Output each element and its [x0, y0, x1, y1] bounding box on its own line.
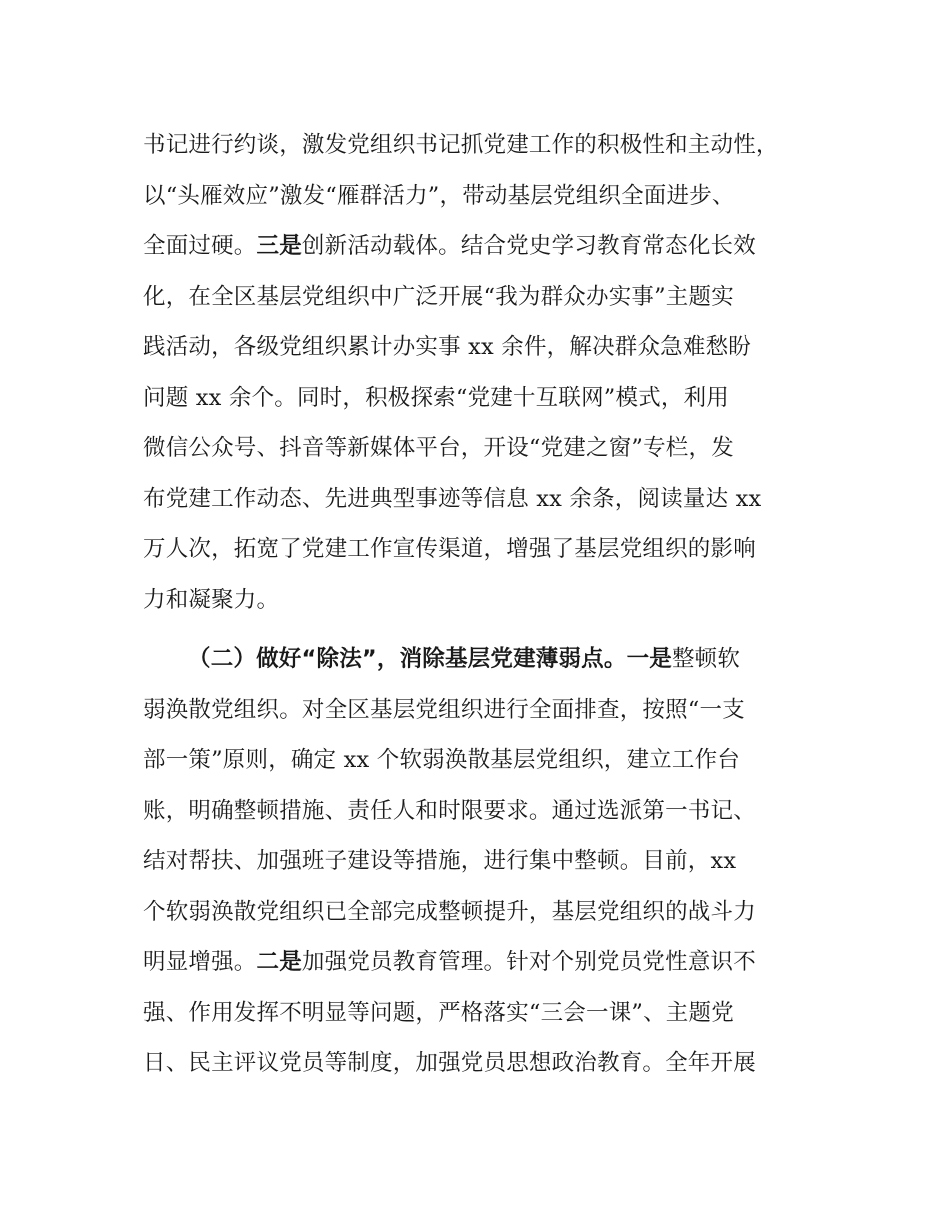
text-run: 账，明确整顿措施、责任人和时限要求。通过选派第一书记、 [143, 797, 756, 824]
text-run: 万人次，拓宽了党建工作宣传渠道，增强了基层党组织的影响 [143, 536, 756, 562]
text-line [143, 322, 823, 373]
text-run: 强、作用发挥不明显等问题，严格落实“三会一课”、主题党 [143, 999, 734, 1026]
text-line [143, 575, 823, 626]
text-run: 全面过硬。 [143, 233, 257, 259]
text-run: 整顿软 [671, 646, 741, 672]
text-line [143, 887, 823, 938]
text-run: 加强党员教育管理。针对个别党员党性意识不 [301, 949, 756, 975]
bold-run: 一是 [626, 646, 672, 672]
text-run: 书记进行约谈，激发党组织书记抓党建工作的积极性和主动性， [143, 132, 779, 158]
text-run: 化，在全区基层党组织中广泛开展“我为群众办实事”主题实 [143, 283, 734, 310]
bold-run: 三是 [256, 233, 302, 259]
text-run: 创新活动载体。结合党史学习教育常态化长效 [301, 233, 756, 259]
text-run: 弱涣散党组织。对全区基层党组织进行全面排查，按照“一支 [143, 696, 745, 723]
text-line [143, 988, 823, 1039]
text-run: 问题 xx 余个。同时，积极探索“党建十互联网”模式，利用 [143, 384, 729, 411]
text-line [143, 272, 823, 323]
text-line [143, 524, 823, 575]
text-run: 布党建工作动态、先进典型事迹等信息 xx 余条，阅读量达 xx [143, 485, 762, 512]
text-line [143, 634, 823, 685]
text-run: 明显增强。 [143, 949, 257, 975]
bold-run: 二是 [256, 949, 302, 975]
text-run: 微信公众号、抖音等新媒体平台，开设“党建之窗”专栏，发 [143, 435, 734, 461]
text-line [143, 786, 823, 837]
text-run: 践活动，各级党组织累计办实事 xx 余件，解决群众急难愁盼 [143, 334, 751, 360]
text-line [143, 423, 823, 474]
paragraph-continued [143, 120, 823, 625]
text-run: 个软弱涣散党组织已全部完成整顿提升，基层党组织的战斗力 [143, 898, 756, 925]
text-line [143, 171, 823, 222]
text-run: 力和凝聚力。 [143, 586, 280, 613]
text-line [143, 735, 823, 786]
text-line [143, 221, 823, 272]
text-line [143, 120, 823, 171]
text-run: 日、民主评议党员等制度，加强党员思想政治教育。全年开展 [143, 1050, 756, 1076]
text-line [143, 474, 823, 525]
text-line [143, 937, 823, 988]
text-line [143, 1038, 823, 1089]
paragraph-section-two [143, 634, 823, 1089]
text-run: 部一策”原则，确定 xx 个软弱涣散基层党组织，建立工作台 [143, 747, 740, 773]
text-line [143, 836, 823, 887]
text-run: 以“头雁效应”激发“雁群活力”，带动基层党组织全面进步、 [143, 182, 735, 209]
text-run: 结对帮扶、加强班子建设等措施，进行集中整顿。目前，xx [143, 848, 737, 874]
text-line [143, 685, 823, 736]
text-line [143, 373, 823, 424]
bold-run: （二）做好“除法”，消除基层党建薄弱点。 [188, 646, 627, 672]
